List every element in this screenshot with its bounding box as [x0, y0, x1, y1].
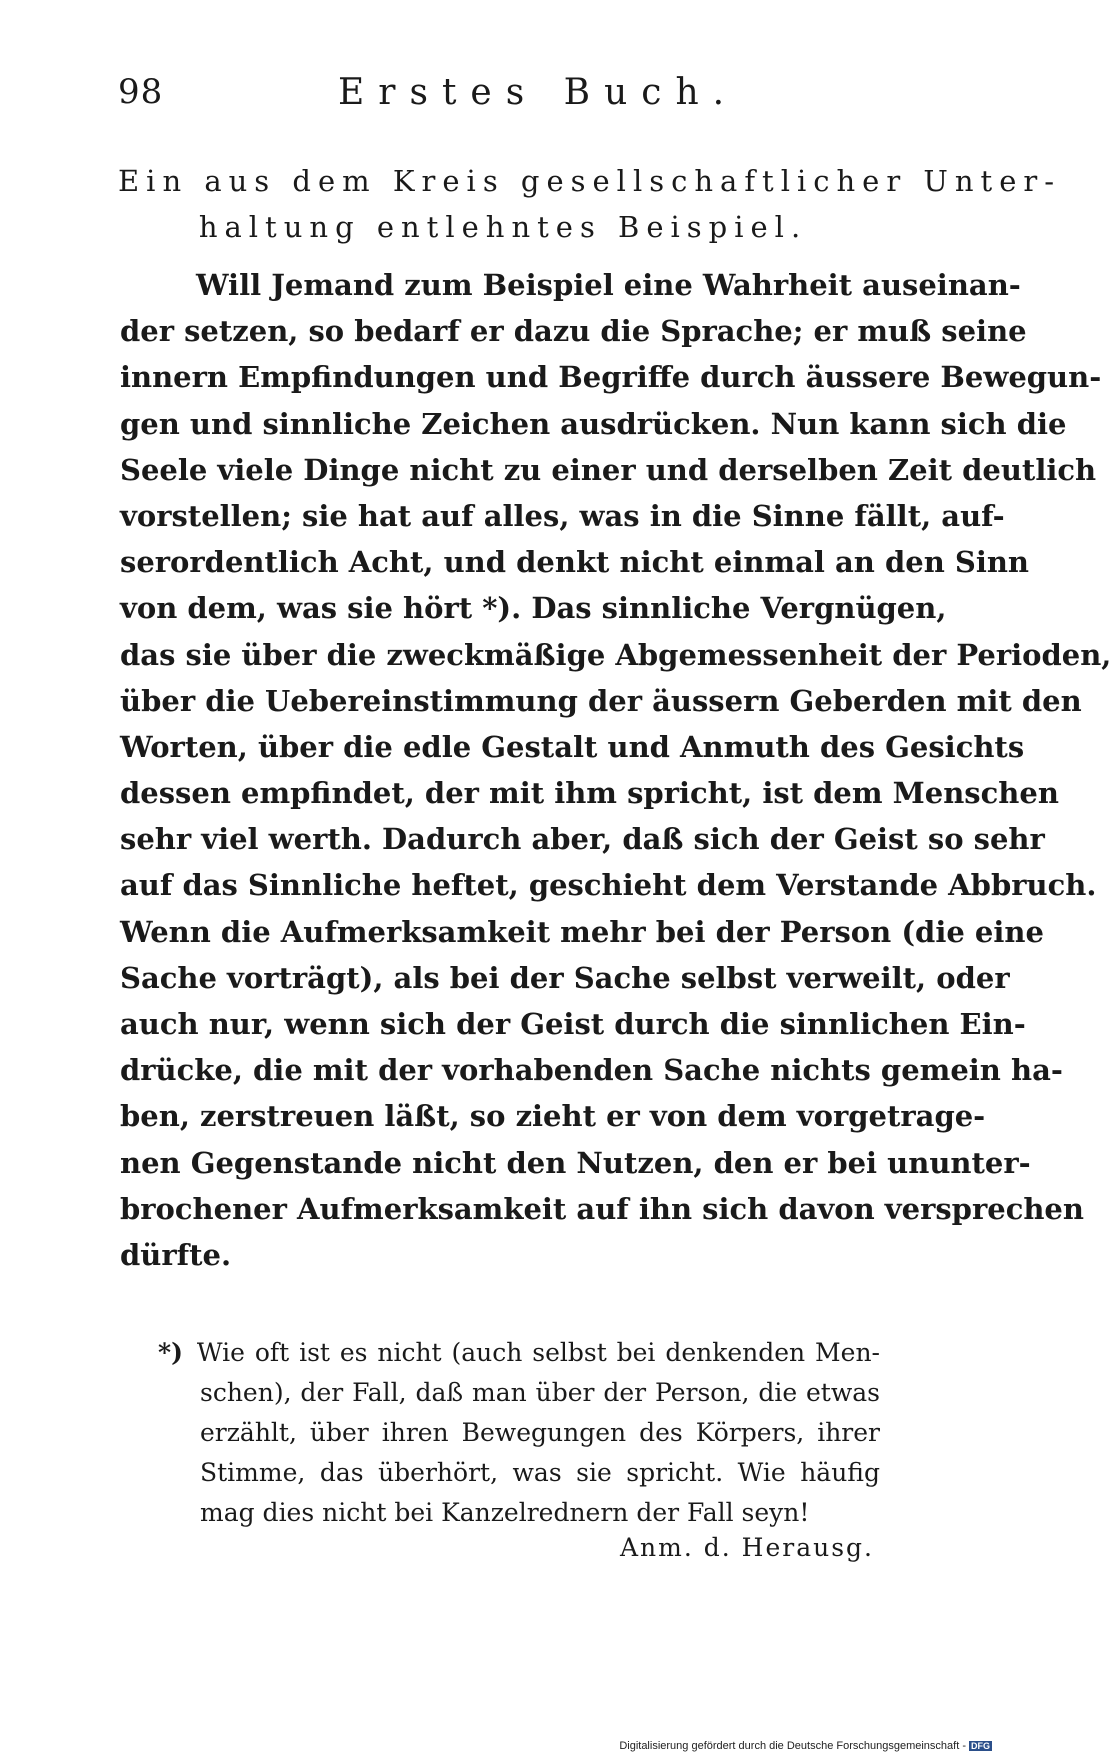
body-line: drücke, die mit der vorhabenden Sache nichts gemein ha- — [120, 1053, 1063, 1088]
section-heading-line: Ein aus dem Kreis gesellschaftlicher Unter- — [118, 164, 1062, 198]
body-line: sehr viel werth. Dadurch aber, daß sich der Geist so sehr — [120, 822, 1045, 857]
body-line: auch nur, wenn sich der Geist durch die sinnlichen Ein- — [120, 1007, 1026, 1041]
digitization-credit — [619, 1740, 992, 1752]
body-line: von dem, was sie hört *). Das sinnliche Vergnügen, — [120, 591, 947, 626]
body-line: Sache vorträgt), als bei der Sache selbst verweilt, oder — [120, 960, 1010, 995]
section-heading — [118, 158, 1062, 250]
body-line: auf das Sinnliche heftet, geschieht dem Verstande Abbruch. — [120, 868, 1097, 903]
footnote-line: Stimme, das überhört, was sie spricht. Wie häufig — [200, 1458, 880, 1487]
body-line: vorstellen; sie hat auf alles, was in die Sinne fällt, auf- — [120, 498, 1005, 533]
body-line: Wenn die Aufmerksamkeit mehr bei der Person (die eine — [120, 914, 1044, 949]
footnote-line — [158, 1333, 880, 1373]
dfg-logo: DFG — [971, 1741, 990, 1752]
section-heading-line: haltung entlehntes Beispiel. — [198, 210, 808, 244]
body-line: dürfte. — [120, 1237, 232, 1272]
body-line: Worten, über die edle Gestalt und Anmuth des Gesichts — [120, 729, 1025, 764]
body-line: über die Uebereinstimmung der äussern Geberden mit den — [120, 683, 1082, 718]
body-line: dessen empfindet, der mit ihm spricht, ist dem Menschen — [120, 776, 1059, 811]
footnote-line: mag dies nicht bei Kanzelrednern der Fall seyn! — [200, 1498, 810, 1527]
page-number: 98 — [118, 72, 164, 112]
body-line: nen Gegenstande nicht den Nutzen, den er bei ununter- — [120, 1145, 1031, 1180]
footnote-line: schen), der Fall, daß man über der Person, die etwas — [200, 1378, 880, 1407]
footnote-line-text: Wie oft ist es nicht (auch selbst bei denkenden Men- — [196, 1338, 880, 1367]
running-head: Erstes Buch. — [338, 72, 739, 113]
body-paragraph — [120, 262, 1111, 1278]
body-line: serordentlich Acht, und denkt nicht einmal an den Sinn — [120, 545, 1030, 580]
footnote-signature: Anm. d. Herausg. — [620, 1533, 874, 1562]
footnote — [158, 1333, 880, 1533]
body-line: Seele viele Dinge nicht zu einer und derselben Zeit deutlich — [120, 452, 1097, 487]
body-line: der setzen, so bedarf er dazu die Sprache; er muß seine — [120, 314, 1027, 349]
body-line: gen und sinnliche Zeichen ausdrücken. Nun kann sich die — [120, 406, 1067, 441]
body-line: innern Empfindungen und Begriffe durch äussere Bewegun- — [120, 360, 1102, 395]
body-line: brochener Aufmerksamkeit auf ihn sich davon versprechen — [120, 1191, 1084, 1226]
body-line: das sie über die zweckmäßige Abgemessenheit der Perioden, — [120, 637, 1111, 672]
page-header — [118, 72, 888, 122]
footnote-line: erzählt, über ihren Bewegungen des Körpers, ihrer — [200, 1418, 880, 1447]
body-line: Will Jemand zum Beispiel eine Wahrheit auseinan- — [196, 268, 1021, 302]
credit-text: Digitalisierung gefördert durch die Deutsche Forschungsgemeinschaft - — [619, 1740, 966, 1752]
footnote-marker: *) — [158, 1338, 183, 1367]
body-line: ben, zerstreuen läßt, so zieht er von dem vorgetrage- — [120, 1099, 986, 1134]
